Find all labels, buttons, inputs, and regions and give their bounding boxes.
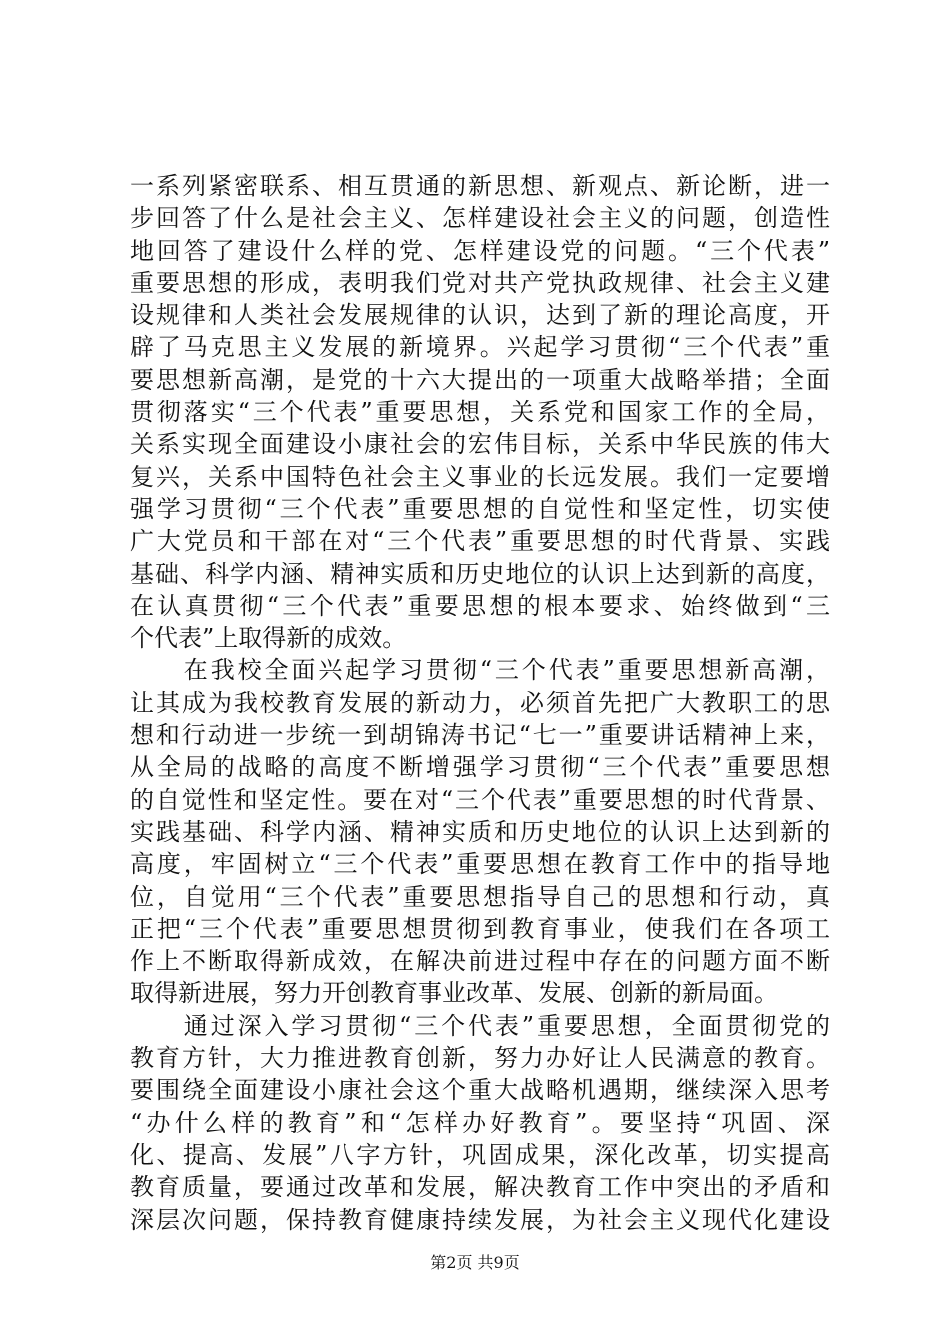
- text-line: 让其成为我校教育发展的新动力，必须首先把广大教职工的思: [130, 688, 830, 717]
- text-line: 强学习贯彻“三个代表”重要思想的自觉性和坚定性，切实使: [130, 494, 830, 523]
- text-line: 要围绕全面建设小康社会这个重大战略机遇期，继续深入思考: [130, 1076, 830, 1105]
- text-line: 的自觉性和坚定性。要在对“三个代表”重要思想的时代背景、: [130, 785, 830, 814]
- text-line: 设规律和人类社会发展规律的认识，达到了新的理论高度，开: [130, 301, 830, 330]
- text-line: 想和行动进一步统一到胡锦涛书记“七一”重要讲话精神上来，: [130, 721, 830, 750]
- text-line: 从全局的战略的高度不断增强学习贯彻“三个代表”重要思想: [130, 753, 830, 782]
- text-line: 地回答了建设什么样的党、怎样建设党的问题。“三个代表”: [130, 236, 830, 265]
- text-line: 通过深入学习贯彻“三个代表”重要思想，全面贯彻党的: [130, 1011, 830, 1040]
- text-line: 在认真贯彻“三个代表”重要思想的根本要求、始终做到“三: [130, 591, 830, 620]
- text-line: 高度，牢固树立“三个代表”重要思想在教育工作中的指导地: [130, 850, 830, 879]
- text-line: 化、提高、发展”八字方针，巩固成果，深化改革，切实提高: [130, 1140, 830, 1169]
- body-text: [130, 170, 830, 1236]
- text-line: 一系列紧密联系、相互贯通的新思想、新观点、新论断，进一: [130, 172, 830, 200]
- text-line: 在我校全面兴起学习贯彻“三个代表”重要思想新高潮，: [130, 656, 830, 685]
- text-line: 贯彻落实“三个代表”重要思想，关系党和国家工作的全局，: [130, 398, 830, 427]
- text-line: 取得新进展，努力开创教育事业改革、发展、创新的新局面。: [130, 979, 778, 1008]
- text-line: 正把“三个代表”重要思想贯彻到教育事业，使我们在各项工: [130, 914, 830, 943]
- text-line: 步回答了什么是社会主义、怎样建设社会主义的问题，创造性: [130, 204, 830, 233]
- text-line: “办什么样的教育”和“怎样办好教育”。要坚持“巩固、深: [130, 1108, 830, 1137]
- text-line: 广大党员和干部在对“三个代表”重要思想的时代背景、实践: [130, 527, 830, 556]
- text-line: 基础、科学内涵、精神实质和历史地位的认识上达到新的高度，: [130, 559, 830, 588]
- text-line: 要思想新高潮，是党的十六大提出的一项重大战略举措；全面: [130, 365, 830, 394]
- text-line: 个代表”上取得新的成效。: [130, 624, 407, 653]
- page-footer: 第2页 共9页: [430, 1253, 520, 1272]
- text-line: 重要思想的形成，表明我们党对共产党执政规律、社会主义建: [130, 268, 830, 297]
- text-line: 辟了马克思主义发展的新境界。兴起学习贯彻“三个代表”重: [130, 333, 830, 362]
- text-line: 关系实现全面建设小康社会的宏伟目标，关系中华民族的伟大: [130, 430, 830, 459]
- text-line: 实践基础、科学内涵、精神实质和历史地位的认识上达到新的: [130, 817, 830, 846]
- text-line: 教育质量，要通过改革和发展，解决教育工作中突出的矛盾和: [130, 1173, 830, 1202]
- text-line: 复兴，关系中国特色社会主义事业的长远发展。我们一定要增: [130, 462, 830, 491]
- text-line: 作上不断取得新成效，在解决前进过程中存在的问题方面不断: [130, 947, 830, 976]
- text-line: 深层次问题，保持教育健康持续发展，为社会主义现代化建设: [130, 1205, 830, 1234]
- text-line: 教育方针，大力推进教育创新，努力办好让人民满意的教育。: [130, 1044, 830, 1073]
- text-line: 位，自觉用“三个代表”重要思想指导自己的思想和行动，真: [130, 882, 830, 911]
